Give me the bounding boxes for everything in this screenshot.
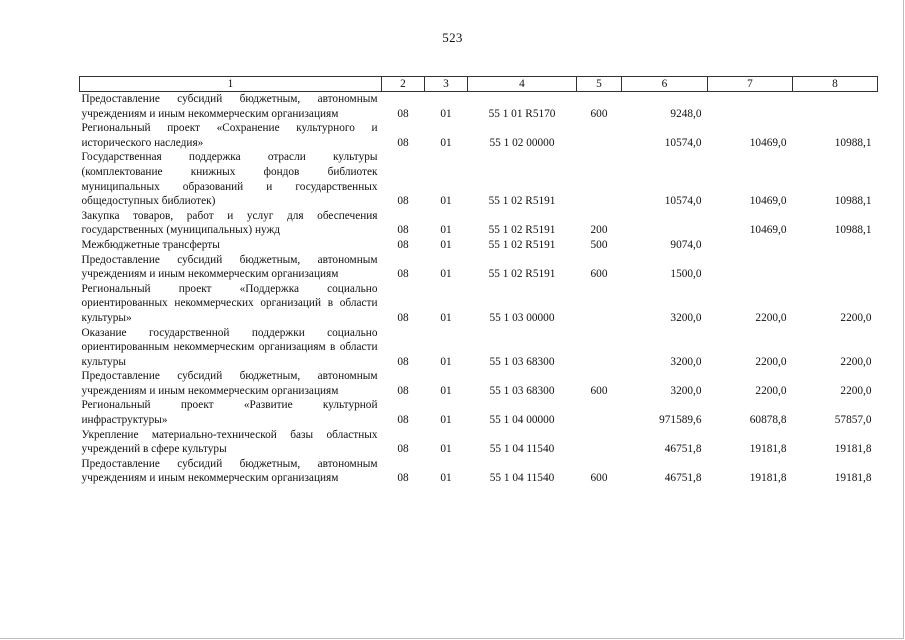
- row-amount-2: 2200,0: [755, 384, 787, 397]
- row-amount-1: 9074,0: [670, 238, 702, 251]
- row-name: Региональный проект «Сохранение культурного и исторического наследия»: [81, 122, 378, 149]
- row-section-code: 08: [397, 443, 409, 456]
- row-section-code: 08: [397, 136, 409, 149]
- column-header-4: 4: [468, 77, 577, 92]
- table-row: [80, 398, 878, 427]
- row-expense-type: 600: [590, 472, 608, 485]
- row-amount-3: [793, 253, 878, 282]
- row-name: Закупка товаров, работ и услуг для обеспечения государственных (муниципальных) нужд: [81, 209, 378, 237]
- row-amount-2: 19181,8: [749, 443, 787, 456]
- row-amount-1: 3200,0: [670, 311, 702, 324]
- row-amount-3: 19181,8: [834, 443, 872, 456]
- row-expense-type: [577, 121, 622, 150]
- page-number: 523: [442, 30, 463, 45]
- row-amount-3: 2200,0: [840, 355, 872, 368]
- row-target-article: 55 1 03 00000: [489, 311, 555, 324]
- budget-table: [79, 76, 878, 486]
- row-amount-1: 10574,0: [664, 195, 702, 208]
- table-row: [80, 457, 878, 486]
- table-row: [80, 369, 878, 398]
- row-subsection-code: 01: [440, 224, 452, 237]
- row-amount-1: [622, 209, 708, 238]
- table-row: [80, 428, 878, 457]
- row-target-article: 55 1 02 00000: [489, 136, 555, 149]
- row-section-code: 08: [397, 224, 409, 237]
- row-name: Оказание государственной поддержки социально ориентированным некоммерческим организациям в области культуры: [81, 326, 378, 368]
- row-amount-3: 19181,8: [834, 472, 872, 485]
- table-header-row: [80, 77, 878, 92]
- row-expense-type: [577, 398, 622, 427]
- row-amount-2: 2200,0: [755, 355, 787, 368]
- row-name: Предоставление субсидий бюджетным, автономным учреждениям и иным некоммерческим организациям: [81, 253, 378, 281]
- row-amount-1: 46751,8: [664, 443, 702, 456]
- table-row: [80, 150, 878, 208]
- row-amount-1: 971589,6: [659, 414, 702, 427]
- column-header-8: 8: [793, 77, 878, 92]
- row-amount-3: 2200,0: [840, 311, 872, 324]
- row-target-article: 55 1 03 68300: [489, 384, 555, 397]
- column-header-1: 1: [80, 77, 382, 92]
- row-amount-2: 2200,0: [755, 311, 787, 324]
- row-expense-type: 500: [590, 238, 608, 251]
- row-amount-2: 19181,8: [749, 472, 787, 485]
- row-expense-type: 600: [590, 384, 608, 397]
- row-subsection-code: 01: [440, 311, 452, 324]
- row-amount-1: 1500,0: [670, 268, 702, 281]
- row-section-code: 08: [397, 472, 409, 485]
- row-subsection-code: 01: [440, 136, 452, 149]
- column-header-2: 2: [382, 77, 425, 92]
- row-expense-type: [577, 150, 622, 208]
- row-amount-3: 57857,0: [834, 414, 872, 427]
- row-section-code: 08: [397, 311, 409, 324]
- row-amount-3: 10988,1: [834, 224, 872, 237]
- row-subsection-code: 01: [440, 355, 452, 368]
- row-subsection-code: 01: [440, 238, 452, 251]
- row-section-code: 08: [397, 238, 409, 251]
- row-amount-2: 10469,0: [749, 224, 787, 237]
- table-body: [80, 92, 878, 487]
- row-subsection-code: 01: [440, 443, 452, 456]
- row-expense-type: 200: [590, 224, 608, 237]
- row-name: Региональный проект «Поддержка социально ориентированных некоммерческих организаций в области культуры»: [81, 282, 378, 324]
- row-target-article: 55 1 04 11540: [489, 472, 555, 485]
- column-header-5: 5: [577, 77, 622, 92]
- row-amount-3: 10988,1: [834, 136, 872, 149]
- table-row: [80, 209, 878, 238]
- row-expense-type: [577, 428, 622, 457]
- table-row: [80, 253, 878, 282]
- row-amount-3: [793, 238, 878, 253]
- table-row: [80, 92, 878, 122]
- row-target-article: 55 1 02 R5191: [488, 224, 556, 237]
- row-amount-1: 10574,0: [664, 136, 702, 149]
- row-section-code: 08: [397, 384, 409, 397]
- row-subsection-code: 01: [440, 414, 452, 427]
- row-amount-2: 10469,0: [749, 136, 787, 149]
- column-header-7: 7: [708, 77, 793, 92]
- table-row: [80, 238, 878, 253]
- row-subsection-code: 01: [440, 107, 452, 120]
- row-amount-3: 2200,0: [840, 384, 872, 397]
- row-amount-2: [708, 238, 793, 253]
- column-header-3: 3: [425, 77, 468, 92]
- row-target-article: 55 1 02 R5191: [488, 238, 556, 251]
- row-expense-type: [577, 326, 622, 370]
- row-amount-2: [708, 92, 793, 122]
- row-name: Государственная поддержка отрасли культуры (комплектование книжных фондов библиотек муниципальных образований и государственных общедоступных библиотек): [81, 151, 378, 208]
- row-amount-1: 46751,8: [664, 472, 702, 485]
- table-row: [80, 326, 878, 370]
- row-amount-1: 9248,0: [670, 107, 702, 120]
- row-amount-3: [793, 92, 878, 122]
- row-subsection-code: 01: [440, 384, 452, 397]
- row-name: Региональный проект «Развитие культурной инфраструктуры»: [81, 399, 378, 427]
- row-section-code: 08: [397, 107, 409, 120]
- row-subsection-code: 01: [440, 268, 452, 281]
- row-target-article: 55 1 04 00000: [489, 414, 555, 427]
- row-amount-1: 3200,0: [670, 384, 702, 397]
- column-header-6: 6: [622, 77, 708, 92]
- table-row: [80, 282, 878, 326]
- row-target-article: 55 1 02 R5191: [488, 195, 556, 208]
- row-name: Межбюджетные трансферты: [81, 238, 220, 251]
- row-expense-type: 600: [590, 107, 608, 120]
- row-amount-2: 10469,0: [749, 195, 787, 208]
- row-section-code: 08: [397, 355, 409, 368]
- row-subsection-code: 01: [440, 195, 452, 208]
- row-target-article: 55 1 02 R5191: [488, 268, 556, 281]
- row-section-code: 08: [397, 268, 409, 281]
- row-section-code: 08: [397, 195, 409, 208]
- row-expense-type: [577, 282, 622, 326]
- row-name: Предоставление субсидий бюджетным, автономным учреждениям и иным некоммерческим организациям: [81, 93, 378, 120]
- row-name: Укрепление материально-технической базы областных учреждений в сфере культуры: [81, 428, 378, 456]
- row-amount-1: 3200,0: [670, 355, 702, 368]
- row-target-article: 55 1 03 68300: [489, 355, 555, 368]
- row-amount-2: 60878,8: [749, 414, 787, 427]
- table-row: [80, 121, 878, 150]
- row-expense-type: 600: [590, 268, 608, 281]
- row-target-article: 55 1 01 R5170: [488, 107, 556, 120]
- row-target-article: 55 1 04 11540: [489, 443, 555, 456]
- row-section-code: 08: [397, 414, 409, 427]
- row-name: Предоставление субсидий бюджетным, автономным учреждениям и иным некоммерческим организациям: [81, 370, 378, 397]
- row-amount-2: [708, 253, 793, 282]
- row-name: Предоставление субсидий бюджетным, автономным учреждениям и иным некоммерческим организациям: [81, 457, 378, 485]
- row-subsection-code: 01: [440, 472, 452, 485]
- row-amount-3: 10988,1: [834, 195, 872, 208]
